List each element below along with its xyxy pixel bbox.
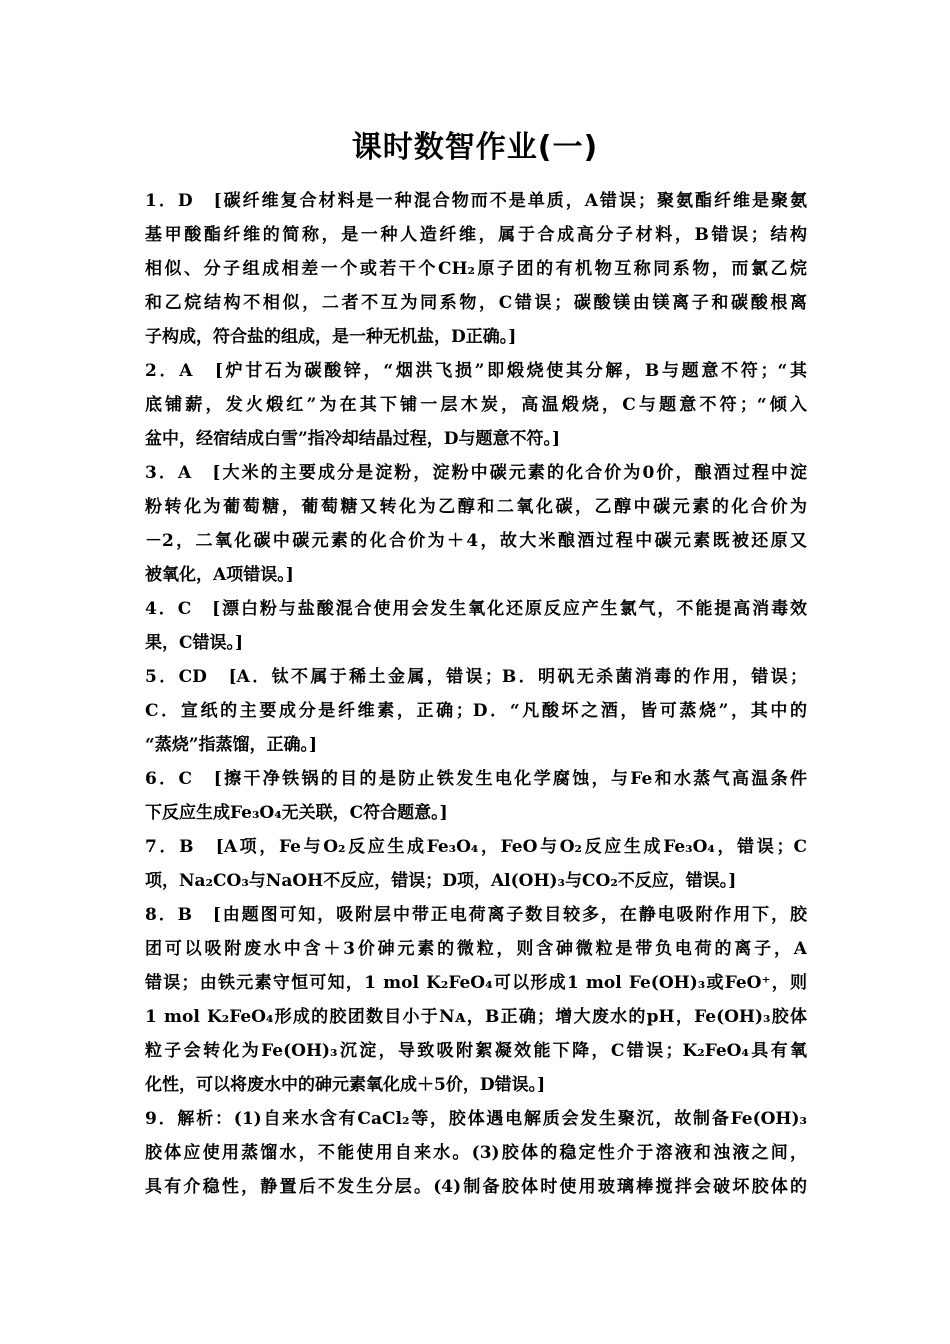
text-line: 相似、分子组成相差一个或若干个CH₂原子团的有机物互称同系物，而氯乙烷 <box>145 259 807 279</box>
text-line: 子构成，符合盐的组成，是一种无机盐，D正确。] <box>145 327 517 347</box>
text-line: 团可以吸附废水中含＋3价砷元素的微粒，则含砷微粒是带负电荷的离子，A <box>145 939 807 959</box>
text-line: 7．B [A项，Fe与O₂反应生成Fe₃O₄，FeO与O₂反应生成Fe₃O₄，错误；C <box>145 837 807 857</box>
text-line: 基甲酸酯纤维的简称，是一种人造纤维，属于合成高分子材料，B错误；结构 <box>145 225 807 245</box>
text-line: 4．C [漂白粉与盐酸混合使用会发生氧化还原反应产生氯气，不能提高消毒效 <box>145 599 807 619</box>
text-line: 下反应生成Fe₃O₄无关联，C符合题意。] <box>145 803 448 823</box>
text-line: 5．CD [A．钛不属于稀土金属，错误；B．明矾无杀菌消毒的作用，错误； <box>145 667 807 687</box>
text-line: “蒸烧”指蒸馏，正确。] <box>145 735 318 755</box>
text-line: 盆中，经宿结成白雪”指冷却结晶过程，D与题意不符。] <box>145 429 561 449</box>
text-line: 胶体应使用蒸馏水，不能使用自来水。(3)胶体的稳定性介于溶液和浊液之间， <box>145 1143 807 1163</box>
text-line: 被氧化，A项错误。] <box>145 565 294 585</box>
text-line: 6．C [擦干净铁锅的目的是防止铁发生电化学腐蚀，与Fe和水蒸气高温条件 <box>145 769 807 789</box>
text-line: 项，Na₂CO₃与NaOH不反应，错误；D项，Al(OH)₃与CO₂不反应，错误。] <box>145 871 737 891</box>
answer-body <box>145 184 807 1204</box>
text-line: 粒子会转化为Fe(OH)₃沉淀，导致吸附絮凝效能下降，C错误；K₂FeO₄具有氧 <box>145 1041 807 1061</box>
text-line: 化性，可以将废水中的砷元素氧化成＋5价，D错误。] <box>145 1075 546 1095</box>
text-line: 3．A [大米的主要成分是淀粉，淀粉中碳元素的化合价为0价，酿酒过程中淀 <box>145 463 807 483</box>
text-line: 和乙烷结构不相似，二者不互为同系物，C错误；碳酸镁由镁离子和碳酸根离 <box>145 293 807 313</box>
text-line: 错误；由铁元素守恒可知，1 mol K₂FeO₄可以形成1 mol Fe(OH)₃或FeO⁺，则 <box>145 973 807 993</box>
text-line: 具有介稳性，静置后不发生分层。(4)制备胶体时使用玻璃棒搅拌会破坏胶体的 <box>145 1177 807 1197</box>
page-title: 课时数智作业(一) <box>351 130 599 165</box>
text-line: 果，C错误。] <box>145 633 244 653</box>
text-line: C．宣纸的主要成分是纤维素，正确；D．“凡酸坏之酒，皆可蒸烧”，其中的 <box>145 701 807 721</box>
text-line: 1．D [碳纤维复合材料是一种混合物而不是单质，A错误；聚氨酯纤维是聚氨 <box>145 191 807 211</box>
text-line: 8．B [由题图可知，吸附层中带正电荷离子数目较多，在静电吸附作用下，胶 <box>145 905 807 925</box>
text-line: 1 mol K₂FeO₄形成的胶团数目小于Nᴀ，B正确；增大废水的pH，Fe(OH)₃胶体 <box>145 1007 807 1027</box>
text-line: 2．A [炉甘石为碳酸锌，“烟洪飞损”即煅烧使其分解，B与题意不符；“其 <box>145 361 807 381</box>
text-line: 9．解析：(1)自来水含有CaCl₂等，胶体遇电解质会发生聚沉，故制备Fe(OH)₃ <box>145 1109 807 1129</box>
text-line: －2，二氧化碳中碳元素的化合价为＋4，故大米酿酒过程中碳元素既被还原又 <box>145 531 807 551</box>
text-line: 粉转化为葡萄糖，葡萄糖又转化为乙醇和二氧化碳，乙醇中碳元素的化合价为 <box>145 497 807 517</box>
text-line: 底铺薪，发火煅红”为在其下铺一层木炭，高温煅烧，C与题意不符；“倾入 <box>145 395 807 415</box>
